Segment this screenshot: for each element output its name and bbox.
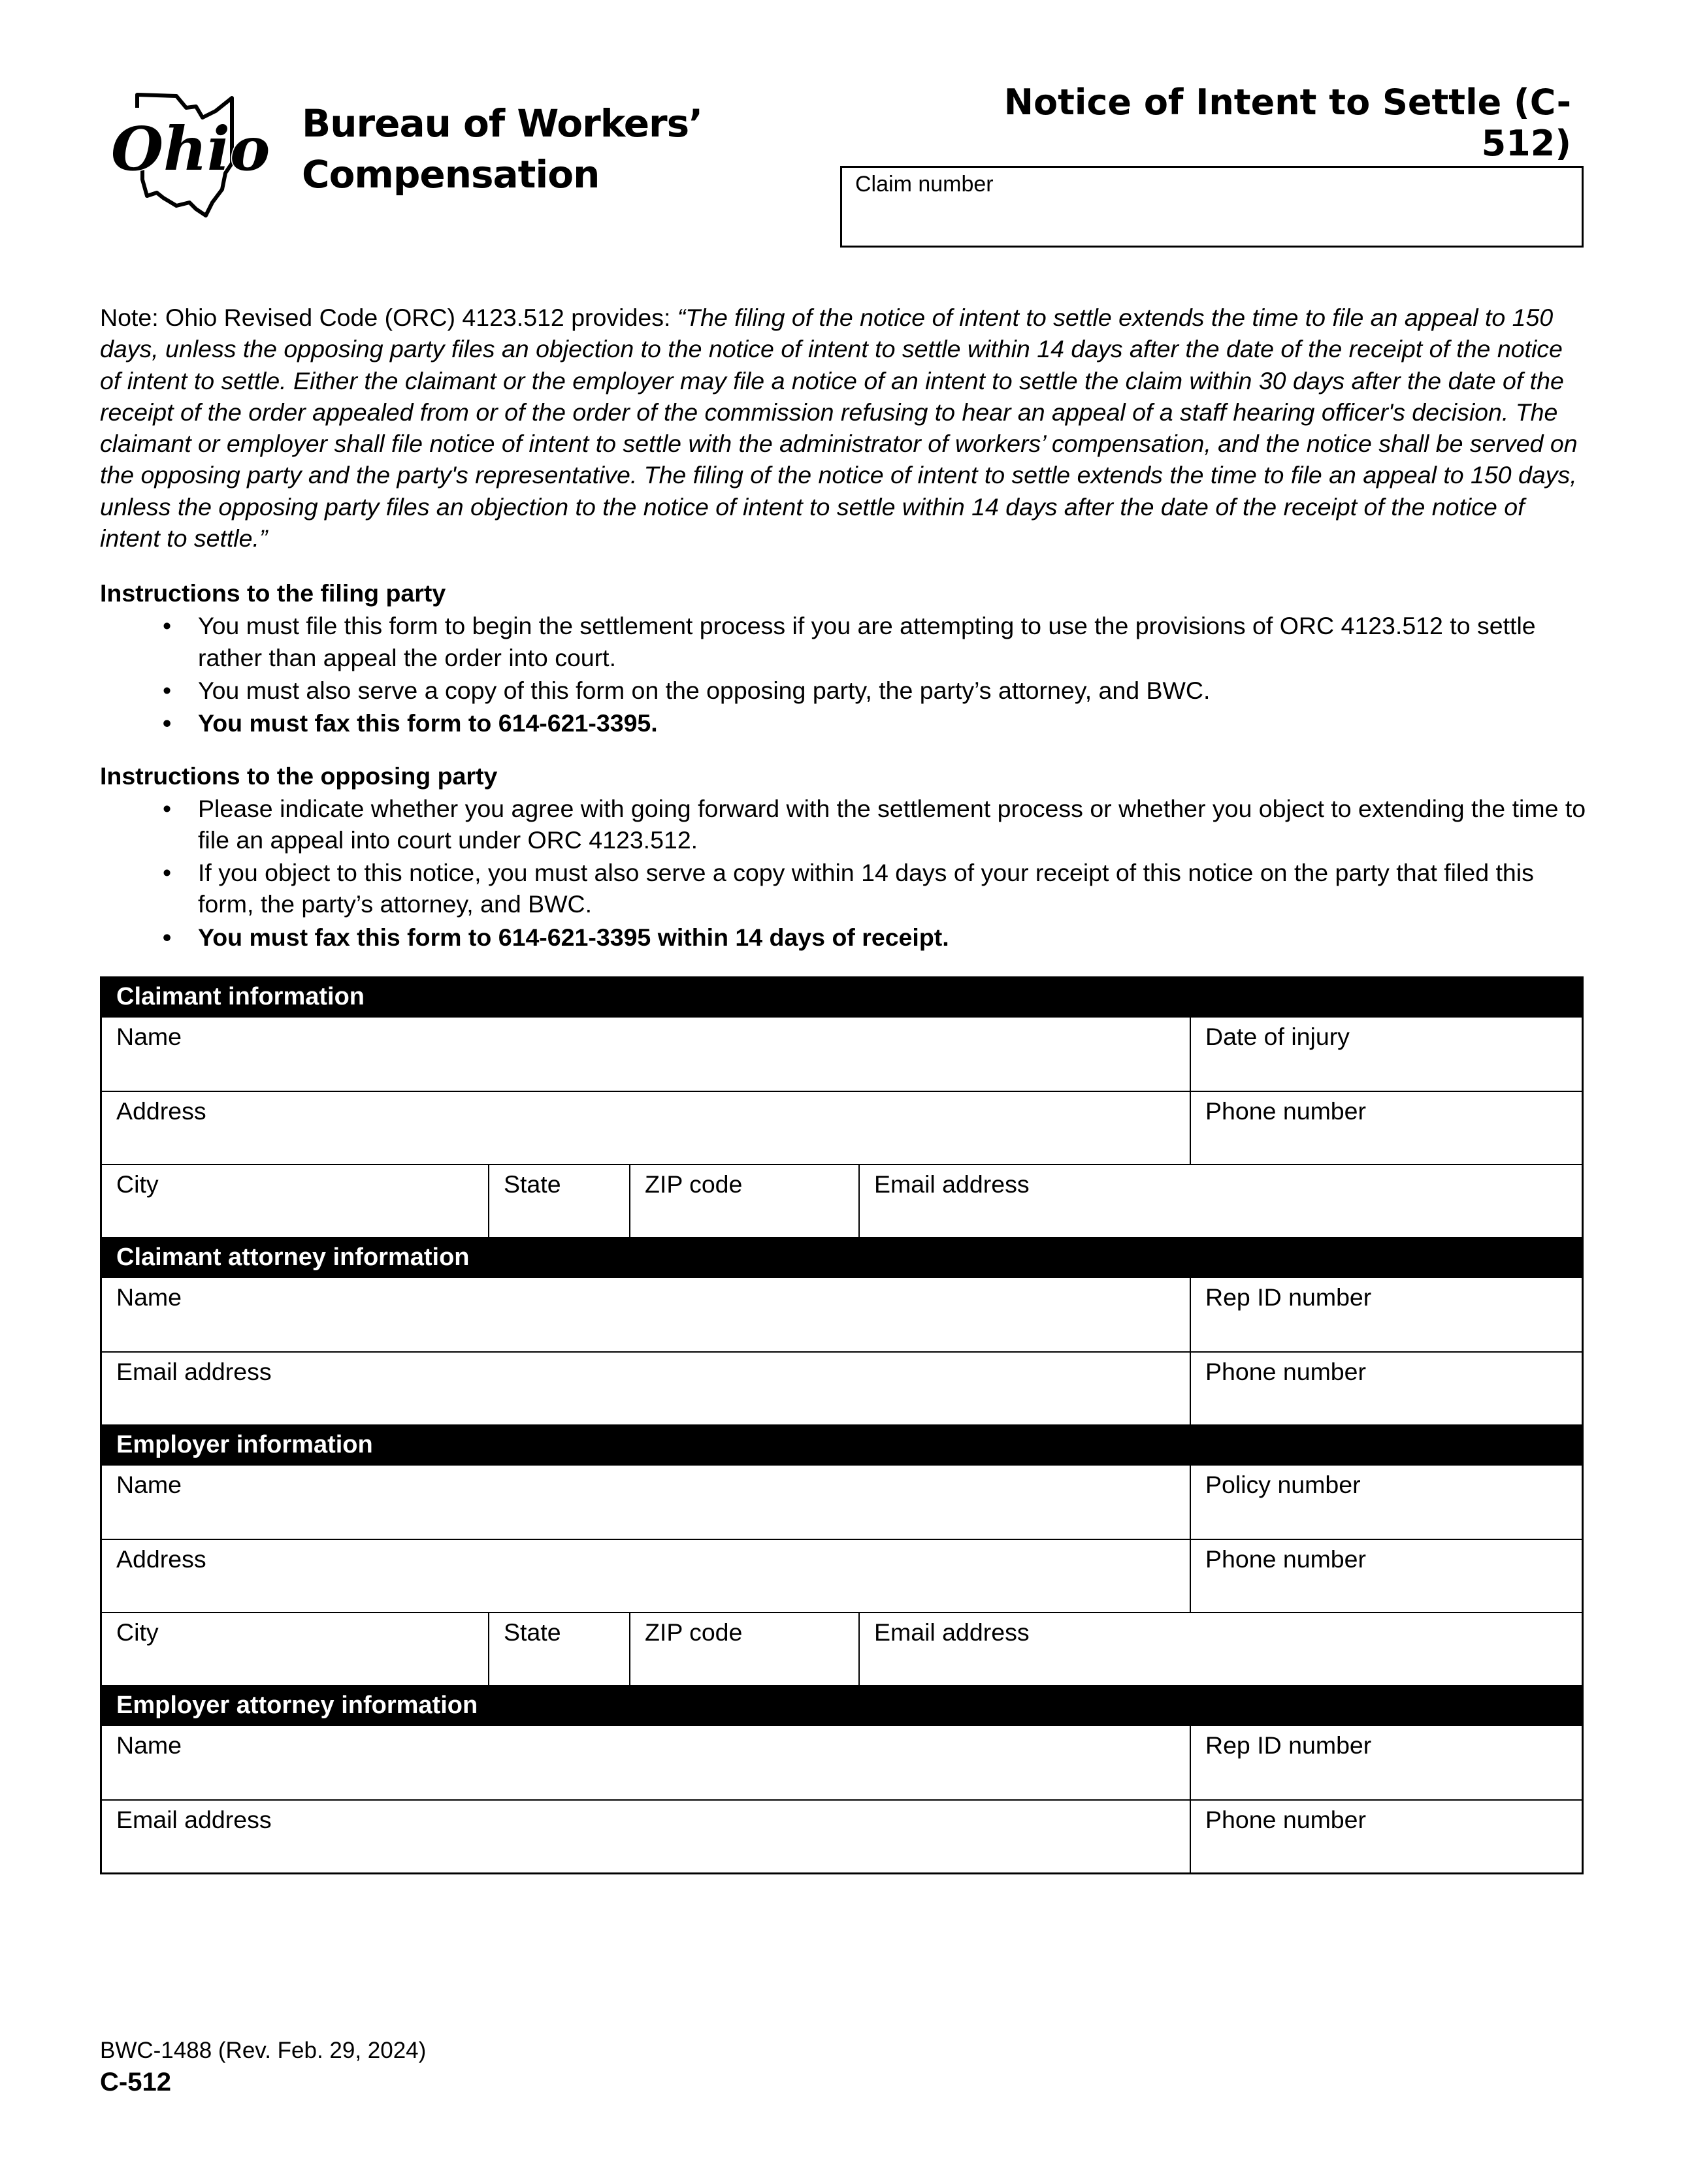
employer-city-field[interactable]: City (116, 1618, 159, 1646)
employer-attorney-name-field[interactable]: Name (116, 1731, 182, 1759)
employer-email-field[interactable]: Email address (858, 1613, 1582, 1685)
section-employer-heading: Employer information (102, 1424, 1582, 1466)
settlement-form (100, 976, 1584, 1874)
claim-number-label: Claim number (855, 172, 994, 197)
employer-zip-field[interactable]: ZIP code (629, 1613, 858, 1685)
claimant-phone-field[interactable]: Phone number (1190, 1092, 1582, 1164)
claimant-attorney-rep-id-field[interactable]: Rep ID number (1190, 1278, 1582, 1351)
opposing-party-heading: Instructions to the opposing party (100, 762, 498, 790)
section-employer-attorney-heading: Employer attorney information (102, 1685, 1582, 1726)
form-revision: BWC-1488 (Rev. Feb. 29, 2024) (100, 2038, 427, 2063)
employer-phone-field[interactable]: Phone number (1190, 1540, 1582, 1612)
section-claimant-attorney-heading: Claimant attorney information (102, 1237, 1582, 1278)
employer-address-field[interactable]: Address (116, 1545, 206, 1573)
claimant-name-field[interactable]: Name (116, 1023, 182, 1051)
filing-party-list (100, 610, 1589, 739)
employer-policy-field[interactable]: Policy number (1190, 1466, 1582, 1539)
claimant-date-of-injury-field[interactable]: Date of injury (1190, 1018, 1582, 1091)
employer-attorney-phone-field[interactable]: Phone number (1190, 1801, 1582, 1872)
ohio-logo (98, 82, 287, 225)
list-item: • You must also serve a copy of this form on the opposing party, the party’s attorney, and BWC. (100, 675, 1589, 706)
claimant-zip-field[interactable]: ZIP code (629, 1165, 858, 1237)
list-item: • You must fax this form to 614-621-3395. (100, 707, 1589, 739)
form-body (100, 302, 1589, 1874)
list-item: • If you object to this notice, you must also serve a copy within 14 days of your receipt of this notice on the party that filed this form, the party’s attorney, and BWC. (100, 857, 1589, 920)
claimant-attorney-phone-field[interactable]: Phone number (1190, 1353, 1582, 1424)
filing-party-heading: Instructions to the filing party (100, 579, 446, 607)
form-title: Notice of Intent to Settle (C-512) (1003, 82, 1571, 164)
note-quote: “The filing of the notice of intent to settle extends the time to file an appeal to 150 days, unless the opposing party files an objection to the notice of intent to settle within 14 days after the date of the receipt of the notice of intent to settle. Either the claimant or the employer may file a notice of an intent to settle the claim within 30 days after the date of the receipt of the order appealed from or of the order of the commission refusing to hear an appeal of a staff hearing officer's decision. The claimant or employer shall file notice of intent to settle with the administrator of workers’ compensation, and the notice shall be served on the opposing party and the party's representative. The filing of the notice of intent to settle extends the time to file an appeal to 150 days, unless the opposing party files an objection to the notice of intent to settle within 14 days after the date of the receipt of the notice of intent to settle.” (100, 304, 1578, 553)
claimant-state-field[interactable]: State (488, 1165, 629, 1237)
claimant-attorney-name-field[interactable]: Name (116, 1283, 182, 1311)
note-prefix: Note: Ohio Revised Code (ORC) 4123.512 provides: (100, 304, 677, 331)
claimant-address-field[interactable]: Address (116, 1097, 206, 1125)
list-item: • You must file this form to begin the settlement process if you are attempting to use the provisions of ORC 4123.512 to settle rather than appeal the order into court. (100, 610, 1589, 673)
agency-line-2: Compensation (302, 152, 600, 197)
logo-text: Ohio (111, 114, 270, 184)
list-item: • Please indicate whether you agree with going forward with the settlement process or whether you object to extending the time to file an appeal into court under ORC 4123.512. (100, 793, 1589, 856)
employer-attorney-email-field[interactable]: Email address (116, 1806, 272, 1834)
claimant-city-field[interactable]: City (116, 1170, 159, 1198)
orc-note (100, 302, 1589, 554)
section-claimant-heading: Claimant information (102, 976, 1582, 1018)
form-id: C-512 (100, 2068, 171, 2096)
employer-attorney-rep-id-field[interactable]: Rep ID number (1190, 1726, 1582, 1799)
opposing-party-list (100, 793, 1589, 953)
employer-name-field[interactable]: Name (116, 1471, 182, 1499)
employer-state-field[interactable]: State (488, 1613, 629, 1685)
list-item: • You must fax this form to 614-621-3395 within 14 days of receipt. (100, 922, 1589, 953)
claimant-email-field[interactable]: Email address (858, 1165, 1582, 1237)
agency-line-1: Bureau of Workers’ (302, 101, 703, 146)
agency-name (302, 98, 702, 200)
claim-number-field[interactable] (840, 166, 1584, 248)
claimant-attorney-email-field[interactable]: Email address (116, 1358, 272, 1386)
